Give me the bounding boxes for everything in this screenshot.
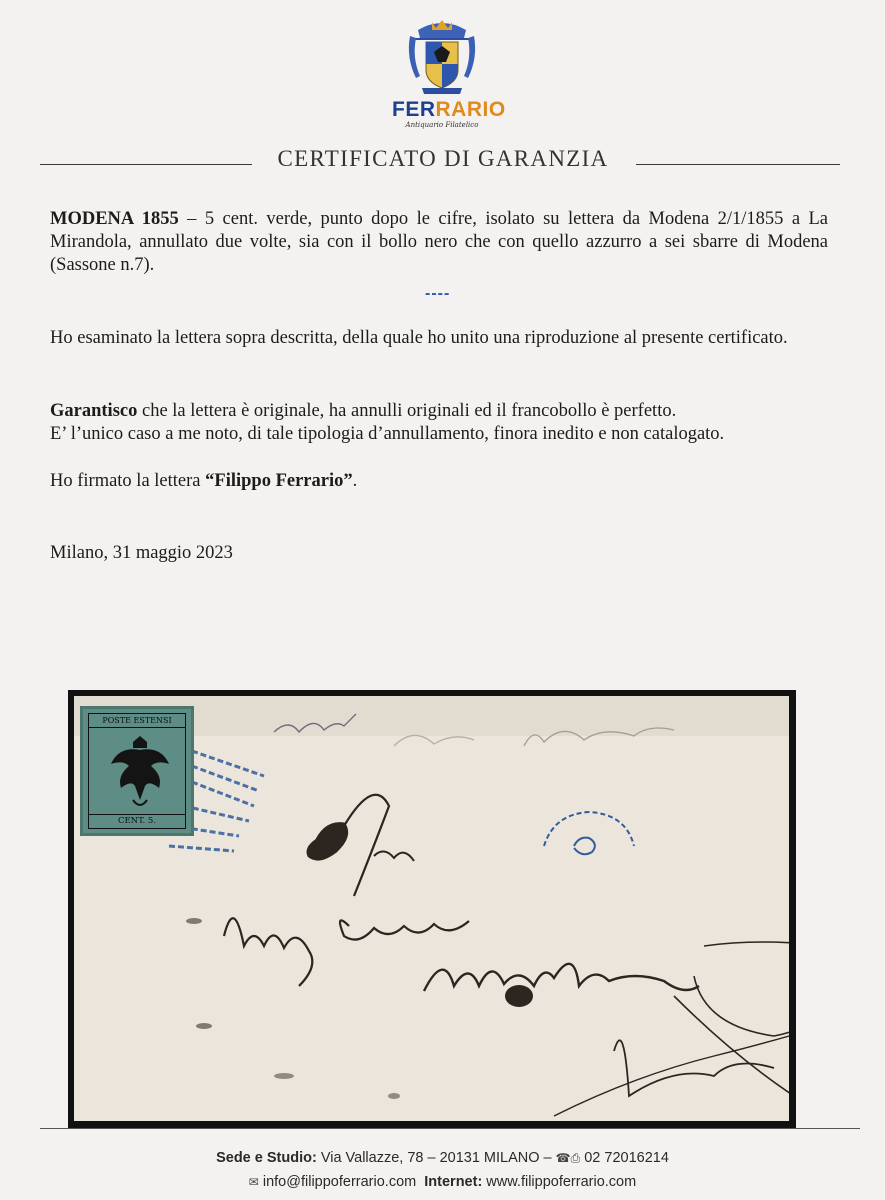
page-title: CERTIFICATO DI GARANZIA bbox=[277, 146, 609, 171]
signature-paragraph bbox=[50, 470, 828, 493]
stamp-border bbox=[88, 713, 186, 829]
crest-icon bbox=[406, 18, 478, 96]
brand-suffix: RARIO bbox=[435, 98, 506, 121]
title-divider-left bbox=[40, 164, 252, 165]
logo bbox=[392, 18, 506, 129]
postage-stamp bbox=[80, 706, 194, 836]
letter-photo-frame bbox=[68, 690, 796, 1128]
brand-name bbox=[392, 98, 506, 122]
guarantee-heading: Garantisco bbox=[50, 401, 138, 421]
date-line: Milano, 31 maggio 2023 bbox=[50, 543, 233, 563]
phone-fax-icon: ☎⎙ bbox=[555, 1151, 581, 1165]
footer-website[interactable]: www.filippoferrario.com bbox=[482, 1174, 637, 1190]
eagle-icon bbox=[109, 736, 171, 810]
envelope-icon: ✉ bbox=[248, 1175, 259, 1189]
stamp-top-label: POSTE ESTENSI bbox=[89, 714, 185, 728]
description-heading: MODENA 1855 bbox=[50, 209, 179, 229]
signature-name: “Filippo Ferrario” bbox=[205, 471, 353, 491]
footer-address-text: Via Vallazze, 78 – 20131 MILANO – bbox=[316, 1150, 556, 1166]
footer-divider bbox=[40, 1128, 860, 1129]
title-row bbox=[40, 146, 840, 176]
description-paragraph bbox=[50, 208, 828, 277]
footer-contacts bbox=[0, 1174, 885, 1190]
title-divider-right bbox=[636, 164, 840, 165]
footer-phone: 02 72016214 bbox=[580, 1150, 669, 1166]
footer-internet-label: Internet: bbox=[424, 1174, 483, 1190]
footer-label: Sede e Studio: bbox=[216, 1150, 317, 1166]
footer-address bbox=[0, 1150, 885, 1166]
separator: ---- bbox=[425, 285, 451, 302]
guarantee-line-2: E’ l’unico caso a me noto, di tale tipologia d’annullamento, finora inedito e non catalogato. bbox=[50, 424, 725, 444]
footer-email[interactable]: info@filippoferrario.com bbox=[258, 1174, 417, 1190]
brand-prefix: FER bbox=[392, 98, 436, 121]
examination-paragraph: Ho esaminato la lettera sopra descritta, della quale ho unito una riproduzione al presente certificato. bbox=[50, 328, 788, 348]
guarantee-paragraph bbox=[50, 400, 828, 446]
brand-tagline: Antiquario Filatelico bbox=[405, 121, 479, 129]
stamp-bottom-label: CENT. 5. bbox=[89, 814, 185, 828]
signature-text: Ho firmato la lettera bbox=[50, 471, 206, 491]
description-text: – 5 cent. verde, punto dopo le cifre, isolato su lettera da Modena 2/1/1855 a La Mirandola, annullato due volte, sia con il bollo nero che con quello azzurro a sei sbarre di Modena (Sassone n.7). bbox=[50, 209, 829, 275]
signature-end: . bbox=[352, 471, 358, 491]
guarantee-text: che la lettera è originale, ha annulli originali ed il francobollo è perfetto. bbox=[137, 401, 677, 421]
letter-photo bbox=[74, 696, 789, 1121]
